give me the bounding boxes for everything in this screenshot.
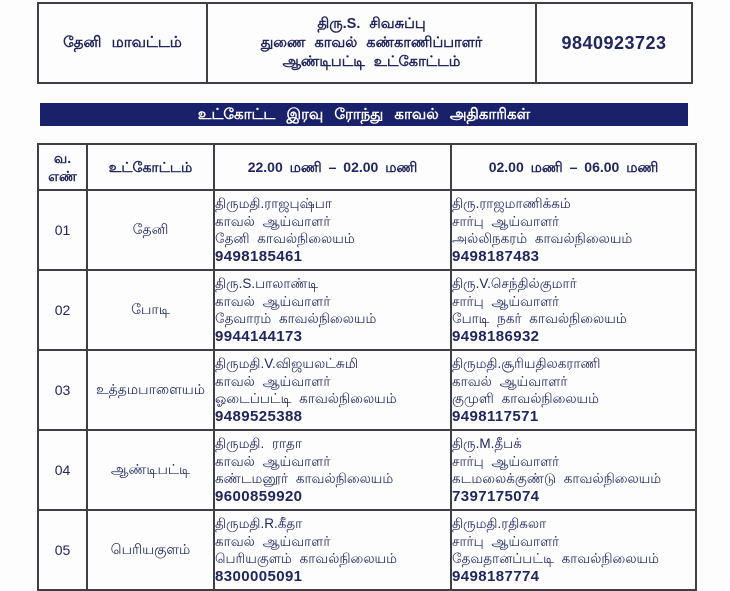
police-station: கடமலைக்குண்டு காவல்நிலையம் (452, 471, 662, 486)
police-station: தேவாரம் காவல்நிலையம் (215, 311, 377, 326)
phone-number: 9498117571 (452, 407, 539, 425)
phone-number: 7397175074 (452, 487, 540, 505)
phone-number: 9489525388 (215, 407, 303, 425)
shift2-officer-cell (451, 190, 696, 270)
officer-name: திருமதி.ராஜபுஷ்பா (215, 196, 332, 211)
officer-subdivision: ஆண்டிபட்டி உட்கோட்டம் (282, 53, 461, 70)
officer-name: திரு.S.பாலாண்டி (215, 276, 319, 291)
phone-number: 9498187483 (452, 247, 540, 265)
officer-designation: காவல் ஆய்வாளர் (452, 373, 568, 389)
officer-name: திருமதி.V.விஜயலட்சுமி (215, 356, 359, 371)
district-cell (39, 4, 206, 82)
officer-name: திரு.V.செந்தில்குமார் (452, 276, 577, 291)
phone-number: 9944144173 (215, 327, 303, 345)
officer-cell (206, 4, 535, 82)
officer-name: திருமதி.R.கீதா (215, 516, 303, 531)
officer-designation: காவல் ஆய்வாளர் (215, 213, 331, 229)
col-header-serial (38, 144, 87, 190)
officer-designation: துணை காவல் கண்காணிப்பாளர் (260, 34, 483, 51)
subdivision-name: பெரியகுளம் (87, 510, 214, 590)
officer-name: திருமதி.சூரியதிலகராணி (452, 356, 601, 371)
officer-designation: சார்பு ஆய்வாளர் (452, 453, 560, 469)
table-row (38, 190, 696, 270)
police-station: ஓடைப்பட்டி காவல்நிலையம் (215, 391, 397, 406)
officer-designation: காவல் ஆய்வாளர் (215, 533, 331, 549)
officer-designation: காவல் ஆய்வாளர் (215, 373, 331, 389)
col-header-serial-line1: வ. (53, 150, 72, 166)
shift1-officer-cell (214, 430, 451, 510)
police-station: அல்லிநகரம் காவல்நிலையம் (452, 231, 633, 246)
serial-number: 05 (38, 510, 87, 590)
officer-phone-cell (535, 4, 691, 82)
shift2-officer-cell (451, 510, 696, 590)
shift2-officer-cell (451, 350, 696, 430)
police-station: பெரியகுளம் காவல்நிலையம் (215, 551, 397, 566)
subdivision-name: தேனி (87, 190, 214, 270)
page-title: உட்கோட்ட இரவு ரோந்து காவல் அதிகாரிகள் (197, 106, 531, 123)
col-header-shift1: 22.00 மணி – 02.00 மணி (214, 144, 451, 190)
phone-number: 9498187774 (452, 567, 540, 585)
table-row (38, 350, 696, 430)
col-header-shift2: 02.00 மணி – 06.00 மணி (451, 144, 696, 190)
page-title-banner (40, 103, 688, 126)
subdivision-name: உத்தமபாளையம் (87, 350, 214, 430)
police-station: தேவதானப்பட்டி காவல்நிலையம் (452, 551, 659, 566)
officer-designation: காவல் ஆய்வாளர் (215, 293, 331, 309)
shift1-officer-cell (214, 510, 451, 590)
officer-name: திரு.M.தீபக் (452, 436, 522, 451)
officer-phone-number: 9840923723 (561, 32, 667, 53)
officer-designation: சார்பு ஆய்வாளர் (452, 213, 560, 229)
subdivision-name: போடி (87, 270, 214, 350)
police-station: கண்டமனூர் காவல்நிலையம் (215, 471, 394, 486)
officer-name: திரு.ராஜமாணிக்கம் (452, 196, 571, 211)
table-row (38, 270, 696, 350)
officer-designation: சார்பு ஆய்வாளர் (452, 533, 560, 549)
shift1-officer-cell (214, 190, 451, 270)
serial-number: 02 (38, 270, 87, 350)
table-row (38, 510, 696, 590)
officer-designation: சார்பு ஆய்வாளர் (452, 293, 560, 309)
officer-name: திரு.S. சிவசுப்பு (317, 15, 426, 32)
subdivision-name: ஆண்டிபட்டி (87, 430, 214, 510)
night-patrol-table (37, 143, 697, 591)
serial-number: 03 (38, 350, 87, 430)
officer-designation: காவல் ஆய்வாளர் (215, 453, 331, 469)
phone-number: 9498186932 (452, 327, 540, 345)
phone-number: 8300005091 (215, 567, 303, 585)
district-label: தேனி மாவட்டம் (63, 33, 182, 51)
police-station: குமுளி காவல்நிலையம் (452, 391, 599, 406)
shift1-officer-cell (214, 350, 451, 430)
shift2-officer-cell (451, 270, 696, 350)
officer-name: திருமதி.ரதிகலா (452, 516, 547, 531)
table-header-row (38, 144, 696, 190)
police-station: தேனி காவல்நிலையம் (215, 231, 355, 246)
col-header-serial-line2: எண் (48, 168, 77, 184)
shift2-officer-cell (451, 430, 696, 510)
header-table (37, 2, 693, 84)
serial-number: 01 (38, 190, 87, 270)
phone-number: 9498185461 (215, 247, 303, 265)
phone-number: 9600859920 (215, 487, 303, 505)
serial-number: 04 (38, 430, 87, 510)
police-station: போடி நகர் காவல்நிலையம் (452, 311, 627, 326)
col-header-subdivision: உட்கோட்டம் (87, 144, 214, 190)
shift1-officer-cell (214, 270, 451, 350)
table-row (38, 430, 696, 510)
officer-name: திருமதி. ராதா (215, 436, 302, 451)
